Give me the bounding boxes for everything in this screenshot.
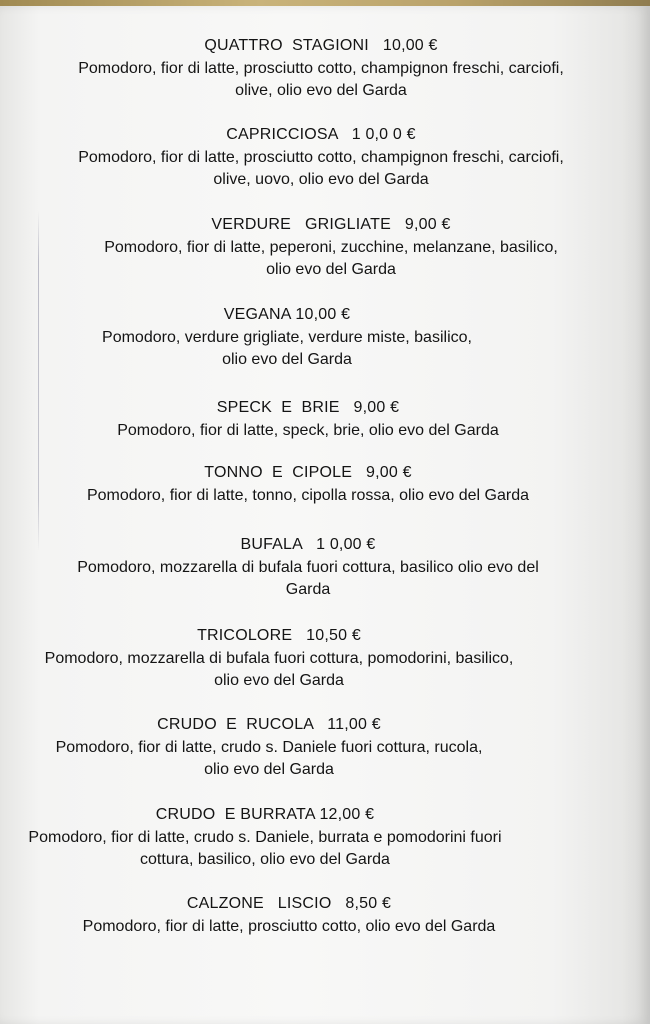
menu-item-crudo-e-burrata bbox=[0, 804, 590, 871]
menu-item-title: TRICOLORE 10,50 € bbox=[197, 627, 361, 644]
menu-item-capricciosa bbox=[0, 124, 646, 191]
menu-item-bufala bbox=[0, 534, 633, 601]
menu-item-title: SPECK E BRIE 9,00 € bbox=[216, 399, 400, 416]
menu-item-title: QUATTRO STAGIONI 10,00 € bbox=[204, 37, 438, 54]
menu-item-calzone-liscio bbox=[0, 893, 614, 938]
menu-item-description: Pomodoro, verdure grigliate, verdure miste, basilico, olio evo del Garda bbox=[102, 329, 472, 368]
menu-item-description: Pomodoro, fior di latte, crudo s. Daniele fuori cottura, rucola, olio evo del Garda bbox=[55, 739, 483, 778]
menu-item-title: VEGANA 10,00 € bbox=[223, 306, 351, 323]
menu-item-crudo-e-rucola bbox=[0, 714, 594, 781]
menu-item-description: Pomodoro, fior di latte, speck, brie, olio evo del Garda bbox=[117, 422, 499, 439]
menu-item-description: Pomodoro, fior di latte, prosciutto cotto, champignon freschi, carciofi, olive, uovo, olio evo del Garda bbox=[78, 149, 564, 188]
menu-item-title: CAPRICCIOSA 1 0,0 0 € bbox=[226, 126, 416, 143]
menu-item-title: CRUDO E RUCOLA 11,00 € bbox=[157, 716, 381, 733]
menu-item-tonno-e-cipole bbox=[0, 462, 633, 507]
menu-item-title: BUFALA 1 0,00 € bbox=[240, 536, 376, 553]
menu-item-description: Pomodoro, mozzarella di bufala fuori cottura, basilico olio evo del Garda bbox=[77, 559, 539, 598]
menu-item-title: TONNO E CIPOLE 9,00 € bbox=[204, 464, 412, 481]
menu-item-speck-e-brie bbox=[0, 397, 633, 442]
menu-item-description: Pomodoro, mozzarella di bufala fuori cottura, pomodorini, basilico, olio evo del Garda bbox=[44, 650, 514, 689]
menu-item-vegana bbox=[0, 304, 612, 371]
menu-item-description: Pomodoro, fior di latte, prosciutto cotto, olio evo del Garda bbox=[82, 918, 496, 935]
menu-page bbox=[0, 6, 650, 1024]
menu-item-description: Pomodoro, fior di latte, peperoni, zucchine, melanzane, basilico, olio evo del Garda bbox=[104, 239, 558, 278]
menu-item-description: Pomodoro, fior di latte, tonno, cipolla rossa, olio evo del Garda bbox=[86, 487, 530, 504]
menu-item-verdure-grigliate bbox=[6, 214, 650, 281]
menu-item-title: CALZONE LISCIO 8,50 € bbox=[186, 895, 392, 912]
menu-item-quattro-stagioni bbox=[0, 35, 646, 102]
menu-item-tricolore bbox=[0, 625, 604, 692]
menu-item-title: CRUDO E BURRATA 12,00 € bbox=[155, 806, 375, 823]
menu-item-description: Pomodoro, fior di latte, prosciutto cotto, champignon freschi, carciofi, olive, olio evo del Garda bbox=[78, 60, 564, 99]
menu-item-title: VERDURE GRIGLIATE 9,00 € bbox=[211, 216, 451, 233]
menu-item-description: Pomodoro, fior di latte, crudo s. Daniele, burrata e pomodorini fuori cottura, basilico, olio evo del Garda bbox=[28, 829, 502, 868]
